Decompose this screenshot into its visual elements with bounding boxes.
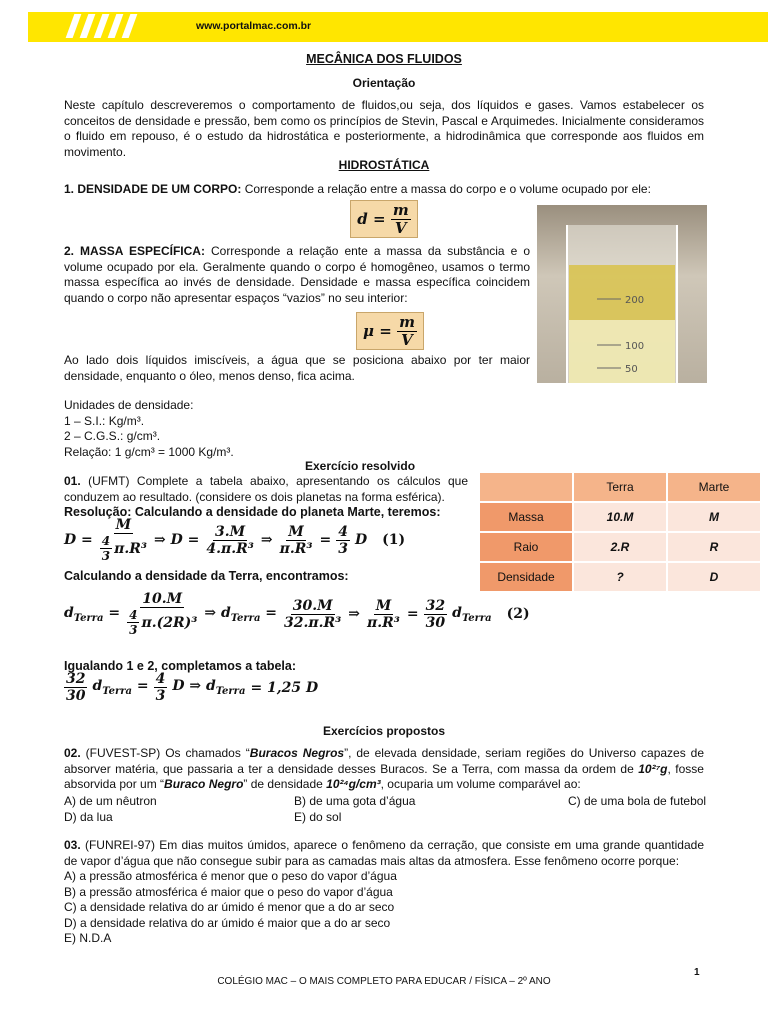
formula1-lhs: d = — [357, 210, 386, 228]
planet-table-grid — [478, 471, 762, 593]
banner-stripes — [70, 14, 140, 41]
formula1-fraction — [391, 200, 411, 237]
eq2-sub3: Terra — [461, 612, 492, 624]
q02-text-g: ” de densidade — [243, 777, 327, 791]
q02-mass: 10²⁷g — [638, 761, 668, 776]
footer-text: COLÉGIO MAC – O MAIS COMPLETO PARA EDUCAR / FÍSICA – 2º ANO — [217, 976, 551, 987]
page-title: MECÂNICA DOS FLUIDOS — [306, 52, 462, 66]
eq3-result: = 1,25 D — [250, 679, 319, 696]
table-header-terra: Terra — [574, 473, 666, 501]
eq2-rhs — [452, 605, 491, 624]
eq2-equals: = — [406, 606, 419, 622]
eq2-lhs: $d_{Terra}$ = — [64, 604, 121, 624]
eq2-frac4 — [424, 599, 447, 630]
q02-buraco-negro: Buraco Negro — [164, 777, 244, 791]
table-row-label-densidade: Densidade — [480, 563, 572, 591]
eq1-equals: = — [319, 532, 332, 548]
eq3-frac2 — [154, 672, 168, 703]
eq1-frac4 — [336, 525, 350, 556]
eq1-frac-4: 4 — [101, 534, 111, 548]
eq2-frac4-den: 30 — [425, 614, 446, 631]
q03-option-b: B) a pressão atmosférica é maior que o peso do vapor d’água — [64, 884, 393, 899]
eq2-sub: Terra — [73, 612, 104, 624]
eq1-frac3-den: π.R³ — [279, 540, 313, 557]
eq1-frac4-num: 4 — [338, 523, 348, 540]
q03-number: 03. — [64, 838, 81, 852]
eq1-d: D = — [64, 532, 93, 548]
eq1-frac3-num: M — [288, 523, 304, 540]
item1-text: Corresponde a relação entre a massa do corpo e o volume ocupado por ele: — [241, 182, 651, 196]
eq2-frac4-num: 32 — [425, 597, 446, 614]
q03-option-a: A) a pressão atmosférica é menor que o peso do vapor d’água — [64, 869, 397, 883]
item2-text: Corresponde a relação ente a massa da substância e o volume ocupado por ela. Geralmente quando o corpo é homogêneo, usamos o termo massa específica ao invés de densidade. Densidade e massa específica coincidem quando o corpo não apresentar espaços “vazios” no seu interior: — [64, 244, 530, 305]
formula2-fraction — [397, 312, 417, 349]
item2-massa-especifica — [64, 244, 530, 306]
formula2-num: m — [399, 312, 415, 331]
eq1-tag: (1) — [382, 532, 406, 548]
eq1-implies: ⇒ — [260, 532, 273, 548]
table-row-label-massa: Massa — [480, 503, 572, 531]
eq2-frac2 — [282, 599, 343, 630]
eq2-frac1-num: 10.M — [142, 591, 183, 607]
q02-text-a: (FUVEST-SP) Os chamados “ — [80, 746, 250, 760]
hidrostatica-heading: HIDROSTÁTICA — [338, 158, 430, 172]
eq2-frac-4: 4 — [129, 608, 138, 622]
resolvido-text: (UFMT) Complete a tabela abaixo, apresentando os cálculos que conduzem ao resultado. (considere os dois planetas na forma esférica). — [64, 474, 468, 504]
eq2-implies-2: ⇒ — [348, 606, 361, 622]
question-03 — [64, 838, 704, 869]
eq3-frac2-den: 3 — [155, 688, 166, 704]
formula-densidade — [350, 200, 418, 238]
eq3-d: d — [92, 678, 103, 695]
eq3-frac1 — [64, 672, 87, 703]
eq2-d3: d — [452, 604, 462, 621]
eq1-implies-d: ⇒ D = — [154, 532, 200, 548]
unit-si: 1 – S.I.: Kg/m³. — [64, 413, 145, 428]
eq2-tag: (2) — [506, 606, 530, 622]
eq3-implies: D ⇒ $d_{Terra}$ — [172, 678, 246, 697]
formula1-num: m — [392, 200, 409, 219]
q02-option-c: C) de uma bola de futebol — [568, 794, 707, 808]
q02-option-e: E) do sol — [294, 810, 342, 824]
beaker-mark-50: 50 — [625, 364, 638, 375]
q02-density: 10²⁴g/cm³ — [326, 777, 381, 791]
equation-1 — [64, 518, 405, 562]
item2-label: 2. MASSA ESPECÍFICA: — [64, 244, 205, 258]
eq1-frac-3: 3 — [101, 549, 111, 563]
eq1-frac-4-3 — [100, 535, 112, 562]
q03-option-d: D) a densidade relativa do ar úmido é maior que a do ar seco — [64, 915, 391, 930]
eq3-sub2: Terra — [215, 685, 246, 697]
eq3-d2: d — [205, 678, 216, 695]
propostos-heading: Exercícios propostos — [322, 724, 446, 738]
question-02 — [64, 746, 704, 793]
table-row-label-raio: Raio — [480, 533, 572, 561]
eq3-sub: Terra — [102, 685, 132, 697]
beaker-mark-200: 200 — [625, 295, 645, 306]
eq1-pi-r3: π.R³ — [114, 540, 147, 557]
resolvido-heading: Exercício resolvido — [304, 459, 416, 473]
q02-option-b: B) de uma gota d’água — [294, 794, 416, 808]
eq2-frac2-den: 32.π.R³ — [284, 614, 342, 631]
eq2-frac1-den — [125, 608, 199, 636]
eq2-implies-1: ⇒ $d_{Terra}$ = — [204, 604, 278, 624]
resolvido-question — [64, 474, 468, 505]
eq3-frac1-den: 30 — [66, 688, 86, 704]
table-header-row — [480, 473, 760, 501]
table-cell: D — [668, 563, 760, 591]
q02-option-a: A) de um nêutron — [64, 794, 157, 808]
q03-options — [64, 869, 397, 947]
table-header-empty — [480, 473, 572, 501]
beaker-mark-100: 100 — [625, 341, 645, 352]
q02-option-d: D) da lua — [64, 810, 113, 824]
formula1-den: V — [394, 218, 407, 237]
eq1-frac1-den — [98, 534, 149, 562]
table-header-marte: Marte — [668, 473, 760, 501]
q03-option-c: C) a densidade relativa do ar úmido é menor que a do ar seco — [64, 900, 395, 914]
orientacao-heading: Orientação — [352, 76, 416, 90]
table-cell: 10.M — [574, 503, 666, 531]
eq1-frac2-num: 3.M — [215, 523, 246, 540]
eq2-d: d — [64, 604, 74, 621]
q03-text: (FUNREI-97) Em dias muitos úmidos, aparece o fenômeno da cerração, que consiste em uma grande quantidade de vapor d’água que não consegue subir para as camadas mais altas da atmosfera. Esse fenômeno ocorre porque: — [64, 838, 704, 868]
item1-label: 1. DENSIDADE DE UM CORPO: — [64, 182, 242, 196]
eq2-den1: π.(2R)³ — [141, 614, 198, 631]
eq2-frac-3: 3 — [129, 623, 138, 637]
eq1-frac2 — [204, 525, 256, 556]
eq3-d-terra: $d_{Terra}$ = — [92, 678, 149, 697]
planet-table — [478, 471, 762, 593]
page-number: 1 — [694, 967, 700, 978]
eq2-sub2: Terra — [230, 612, 261, 624]
igualando-line: Igualando 1 e 2, completamos a tabela: — [64, 659, 297, 673]
eq1-frac4-den: 3 — [338, 540, 348, 557]
eq1-frac1 — [98, 518, 149, 562]
q02-text-i: , ocuparia um volume comparável ao: — [380, 777, 581, 791]
orientacao-text: Neste capítulo descreveremos o comportamento de fluidos,ou seja, dos líquidos e gases. Vamos estabelecer os conceitos de densidade e pressão, bem como os princípios de Stevin, Pascal e Arquimedes. Inicialmente consideramos o fluido em repouso, é o estudo da hidrostática e posteriormente, a hidrodinâmica que corresponde aos fluidos em movimento. — [64, 98, 704, 159]
unit-cgs: 2 – C.G.S.: g/cm³. — [64, 429, 161, 443]
equation-2 — [64, 592, 530, 636]
eq2-frac3 — [365, 599, 402, 630]
table-row — [480, 533, 760, 561]
imiscible-text: Ao lado dois líquidos imiscíveis, a água que se posiciona abaixo por ter maior densidade, enquanto o óleo, menos denso, fica acima. — [64, 353, 530, 383]
eq3-frac2-num: 4 — [155, 671, 166, 687]
eq2-frac2-num: 30.M — [292, 597, 333, 614]
eq2-d2: d — [220, 604, 231, 621]
eq1-D: D — [354, 532, 368, 548]
beaker-photo — [537, 205, 707, 383]
eq2-frac3-den: π.R³ — [367, 614, 400, 631]
table-cell: ? — [574, 563, 666, 591]
q02-text-c: ”, de elevada densidade, seriam regiões do Universo capazes de absorver matéria, que passaria a ter a densidade desses Buracos. Se a Terra, com massa da ordem de — [64, 746, 704, 776]
eq2-frac1 — [125, 592, 199, 636]
table-cell: R — [668, 533, 760, 561]
formula2-den: V — [401, 330, 413, 349]
beaker-drawing — [537, 205, 707, 383]
eq1-frac2-den: 4.π.R³ — [206, 540, 254, 557]
eq3-frac1-num: 32 — [66, 671, 86, 687]
q02-buracos-negros: Buracos Negros — [249, 746, 345, 760]
resolvido-number: 01. — [64, 474, 81, 488]
terra-line: Calculando a densidade da Terra, encontramos: — [64, 569, 349, 583]
eq2-frac3-num: M — [375, 597, 392, 614]
q02-text-e: , fosse absorvida por um “ — [64, 761, 704, 791]
equation-3 — [64, 672, 318, 703]
eq1-frac1-num: M — [115, 517, 132, 533]
units-block — [64, 398, 234, 460]
table-cell: M — [668, 503, 760, 531]
site-url[interactable]: www.portalmac.com.br — [196, 20, 312, 32]
table-row — [480, 563, 760, 591]
table-row — [480, 503, 760, 531]
item1-densidade — [64, 182, 704, 198]
q02-number: 02. — [64, 746, 81, 760]
q03-option-e: E) N.D.A — [64, 931, 112, 945]
formula2-lhs: μ = — [363, 322, 392, 340]
unit-relation: Relação: 1 g/cm³ = 1000 Kg/m³. — [64, 444, 234, 459]
units-title: Unidades de densidade: — [64, 398, 194, 412]
table-cell: 2.R — [574, 533, 666, 561]
eq2-frac-4-3 — [127, 609, 139, 636]
formula-massa-especifica — [356, 312, 424, 350]
eq1-frac3 — [278, 525, 315, 556]
resolucao-line: Resolução: Calculando a densidade do planeta Marte, teremos: — [64, 505, 441, 519]
